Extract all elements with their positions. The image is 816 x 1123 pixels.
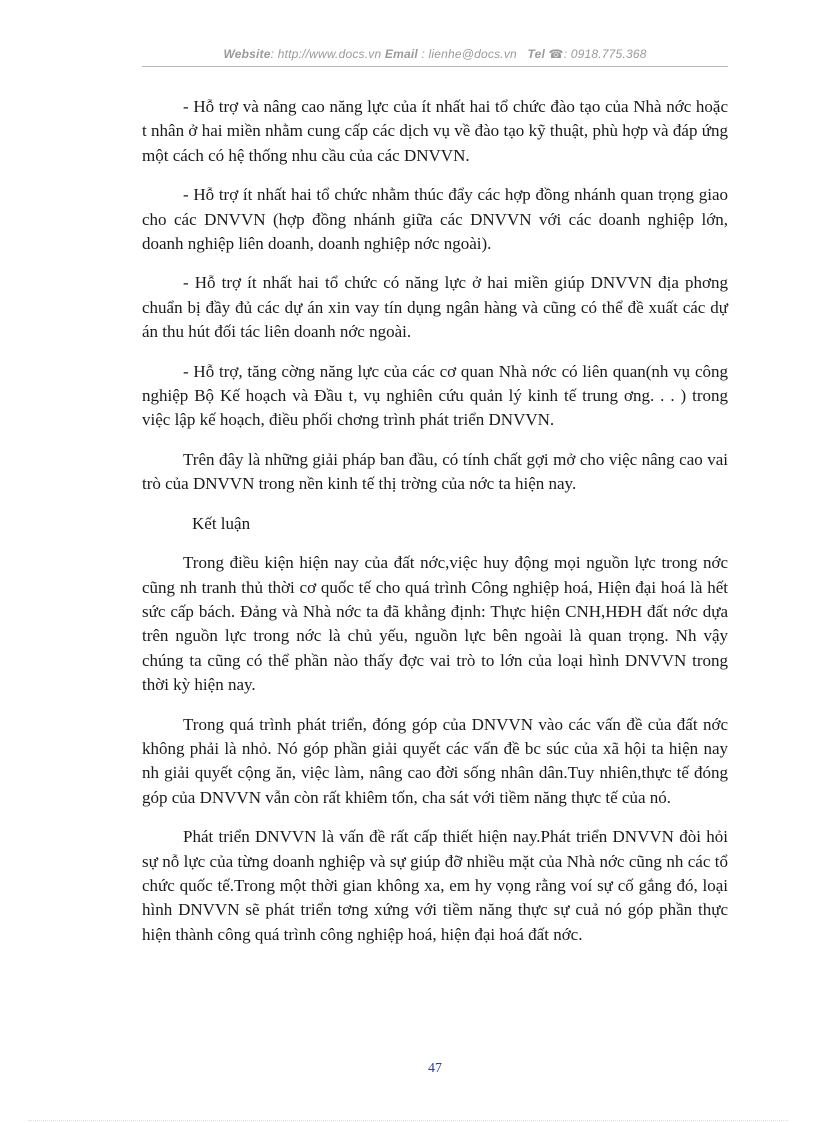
- footer-divider: [28, 1120, 788, 1121]
- paragraph-summary: Trên đây là những giải pháp ban đầu, có tính chất gợi mở cho việc nâng cao vai trò của DNVVN trong nền kinh tế thị trờng của nớc ta hiện nay.: [142, 449, 728, 494]
- conclusion-heading: Kết luận: [192, 513, 251, 533]
- page-number: 47: [428, 1061, 442, 1076]
- page-header: [142, 47, 728, 61]
- tel-value: : 0918.775.368: [563, 47, 647, 61]
- header-divider: [142, 66, 728, 67]
- paragraph-support-projects: - Hỗ trợ ít nhất hai tổ chức có năng lực ở hai miền giúp DNVVN địa phơng chuẩn bị đầy đủ các dự án xin vay tín dụng ngân hàng và cũng có thể đề xuất các dự án thu hút đối tác liên doanh nớc ngoài.: [142, 273, 728, 342]
- conclusion-paragraph: Phát triển DNVVN là vấn đề rất cấp thiết hiện nay.Phát triển DNVVN đòi hỏi sự nỗ lực của từng doanh nghiệp và sự giúp đỡ nhiều mặt của Nhà nớc cũng nh các tổ chức quốc tế.Trong một thời gian không xa, em hy vọng rằng voí sự cố gắng đó, loại hình DNVVN sẽ phát triển tơng xứng với tiềm năng thực sự cuả nó góp phần thực hiện thành công quá trình công nghiệp hoá, hiện đại hoá đất nớc.: [142, 827, 728, 944]
- website-value: : http://www.docs.vn: [270, 47, 382, 61]
- tel-label: Tel ☎: [527, 47, 564, 61]
- document-body: [142, 95, 728, 962]
- paragraph-support-agencies: - Hỗ trợ, tăng cờng năng lực của các cơ quan Nhà nớc có liên quan(nh vụ công nghiệp Bộ Kế hoạch và Đầu t, vụ nghiên cứu quản lý kinh tế trung ơng. . . ) trong việc lập kế hoạch, điều phối chơng trình phát triển DNVVN.: [142, 361, 728, 430]
- conclusion-paragraph: Trong điều kiện hiện nay của đất nớc,việc huy động mọi nguồn lực trong nớc cũng nh tranh thủ thời cơ quốc tế cho quá trình Công nghiệp hoá, Hiện đại hoá là hết sức cấp bách. Đảng và Nhà nớc ta đã khẳng định: Thực hiện CNH,HĐH đất nớc dựa trên nguồn lực trong nớc là chủ yếu, nguồn lực bên ngoài là quan trọng. Nh vậy chúng ta cũng có thể phần nào thấy đợc vai trò to lớn của loại hình DNVVN trong thời kỳ hiện nay.: [142, 553, 728, 695]
- paragraph-support-contracts: - Hỗ trợ ít nhất hai tổ chức nhằm thúc đẩy các hợp đồng nhánh quan trọng giao cho các DNVVN (hợp đồng nhánh giữa các DNVVN với các doanh nghiệp lớn, doanh nghiệp liên doanh, doanh nghiệp nớc ngoài).: [142, 185, 728, 254]
- paragraph-support-training: - Hỗ trợ và nâng cao năng lực của ít nhất hai tổ chức đào tạo của Nhà nớc hoặc t nhân ở hai miền nhằm cung cấp các dịch vụ về đào tạo kỹ thuật, phù hợp và đáp ứng một cách có hệ thống nhu cầu của các DNVVN.: [142, 97, 728, 165]
- email-label: Email: [384, 47, 418, 61]
- conclusion-paragraph: Trong quá trình phát triển, đóng góp của DNVVN vào các vấn đề của đất nớc không phải là nhỏ. Nó góp phần giải quyết các vấn đề bc súc của xã hội ta hiện nay nh giải quyết cộng ăn, việc làm, nâng cao đời sống nhân dân.Tuy nhiên,thực tế đóng góp của DNVVN vẫn còn rất khiêm tốn, cha sát với tiềm năng thực tế của nó.: [142, 714, 728, 807]
- website-label: Website: [223, 47, 271, 61]
- email-value: : lienhe@docs.vn: [417, 47, 517, 61]
